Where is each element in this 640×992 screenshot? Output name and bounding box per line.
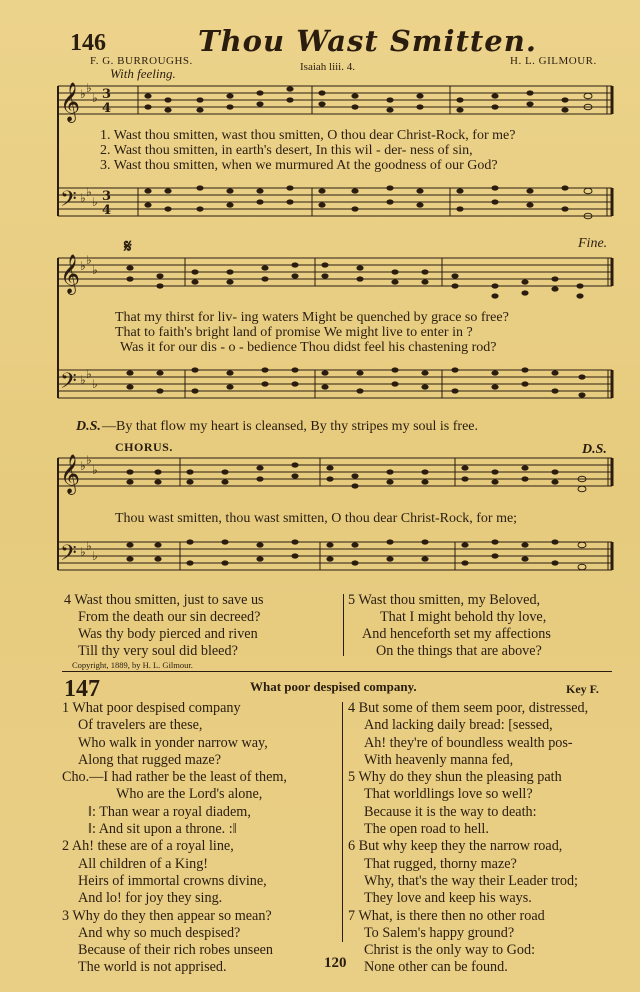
- h147-right-line-11: Why, that's the way their Leader trod;: [364, 872, 578, 889]
- svg-text:♭: ♭: [92, 195, 98, 209]
- h147-left-line-1: 1 What poor despised company: [62, 700, 241, 716]
- svg-text:♭: ♭: [86, 367, 92, 381]
- h147-left-line-2: Of travelers are these,: [78, 717, 203, 734]
- svg-text:3: 3: [102, 87, 112, 102]
- svg-text:4: 4: [102, 203, 112, 218]
- h147-right-line-9: 6 But why keep they the narrow road,: [348, 838, 563, 855]
- h147-right-line-6: That worldlings love so well?: [364, 786, 533, 803]
- stanza-4-line-3: Was thy body pierced and riven: [78, 626, 258, 642]
- svg-text:♭: ♭: [80, 191, 86, 205]
- tempo-marking: With feeling.: [110, 66, 176, 81]
- svg-text:♭: ♭: [92, 263, 98, 277]
- h147-right-line-10: That rugged, thorny maze?: [364, 855, 517, 872]
- h147-left-line-13: 3 Why do they then appear so mean?: [62, 907, 272, 924]
- h147-right-line-7: Because it is the way to death:: [364, 803, 537, 820]
- verse-line-1: 1. Wast thou smitten, wast thou smitten, O thou dear Christ-Rock, for me?: [100, 128, 516, 143]
- hymn-147-number: 147: [64, 676, 100, 702]
- section-divider: [62, 671, 612, 672]
- svg-text:♭: ♭: [92, 549, 98, 563]
- ds-refrain-line: —By that flow my heart is cleansed, By thy stripes my soul is free.: [102, 419, 478, 434]
- key-signature: Key F.: [566, 682, 599, 696]
- svg-text:♭: ♭: [86, 539, 92, 553]
- svg-text:♭: ♭: [80, 373, 86, 387]
- h147-left-line-3: Who walk in yonder narrow way,: [78, 734, 268, 751]
- stanza-4-line-1: 4 Wast thou smitten, just to save us: [64, 592, 264, 608]
- h147-left-line-4: Along that rugged maze?: [78, 751, 222, 768]
- stanza-5-line-2: That I might behold thy love,: [380, 609, 547, 625]
- h147-left-line-16: The world is not apprised.: [78, 959, 227, 976]
- h147-left-line-7: ‖: Than wear a royal diadem,: [88, 803, 251, 820]
- svg-text:𝄢: 𝄢: [60, 541, 77, 571]
- svg-text:♭: ♭: [86, 253, 92, 267]
- h147-right-line-8: The open road to hell.: [364, 821, 489, 838]
- h147-right-line-16: None other can be found.: [364, 959, 508, 976]
- verse-line-6: Was it for our dis - o - bedience Thou didst feel his chastening rod?: [120, 340, 497, 355]
- h147-left-line-12: And lo! for joy they sing.: [78, 890, 223, 907]
- verse-line-2: 2. Wast thou smitten, in earth's desert, In this wil - der- ness of sin,: [100, 143, 473, 158]
- svg-text:♭: ♭: [80, 459, 86, 473]
- h147-right-line-15: Christ is the only way to God:: [364, 942, 536, 959]
- words-by: F. G. BURROUGHS.: [90, 55, 193, 67]
- svg-text:𝄞: 𝄞: [60, 254, 81, 294]
- hymn-147-title: What poor despised company.: [250, 679, 417, 694]
- stanza-5: [348, 592, 551, 660]
- h147-left-line-8: ‖: And sit upon a throne. :‖: [88, 821, 237, 838]
- h147-left-line-15: Because of their rich robes unseen: [78, 942, 274, 959]
- stanza-4-line-2: From the death our sin decreed?: [78, 609, 261, 625]
- verse-line-5: That to faith's bright land of promise We might live to enter in ?: [115, 325, 473, 340]
- fine-marking: Fine.: [578, 236, 608, 251]
- h147-left-line-11: Heirs of immortal crowns divine,: [78, 872, 267, 889]
- h147-right-line-12: They love and keep his ways.: [364, 890, 532, 907]
- svg-text:𝄢: 𝄢: [60, 187, 77, 217]
- svg-text:♭: ♭: [92, 377, 98, 391]
- stanza-4: [64, 592, 264, 660]
- svg-text:♭: ♭: [86, 453, 92, 467]
- chorus-lyric-line: Thou wast smitten, thou wast smitten, O thou dear Christ-Rock, for me;: [115, 511, 518, 526]
- h147-right-line-13: 7 What, is there then no other road: [348, 907, 545, 924]
- chorus-label: CHORUS.: [115, 440, 173, 454]
- hymn-147-right-column: [348, 700, 588, 977]
- svg-text:♭: ♭: [80, 545, 86, 559]
- column-divider: [342, 702, 343, 942]
- hymn-146-number: 146: [70, 30, 106, 56]
- svg-text:3: 3: [102, 189, 112, 204]
- h147-right-line-3: Ah! they're of boundless wealth pos-: [364, 734, 573, 751]
- h147-left-line-10: All children of a King!: [78, 855, 209, 872]
- svg-text:4: 4: [102, 101, 112, 116]
- h147-right-line-14: To Salem's happy ground?: [364, 924, 515, 941]
- stanza-4-line-4: Till thy very soul did bleed?: [78, 643, 238, 659]
- svg-text:♭: ♭: [92, 463, 98, 477]
- ds-label: D.S.: [76, 419, 101, 434]
- ds-label-2: D.S.: [582, 442, 607, 457]
- svg-text:♭: ♭: [86, 81, 92, 95]
- h147-left-line-9: 2 Ah! these are of a royal line,: [62, 838, 234, 855]
- h147-left-line-6: Who are the Lord's alone,: [116, 786, 263, 803]
- svg-text:𝄢: 𝄢: [60, 369, 77, 399]
- verse-line-4: That my thirst for liv- ing waters Might be quenched by grace so free?: [115, 310, 509, 325]
- segno-sign: 𝄋: [124, 236, 132, 256]
- h147-left-line-5: Cho.—I had rather be the least of them,: [62, 769, 287, 786]
- svg-text:𝄞: 𝄞: [60, 82, 81, 122]
- copyright-notice: Copyright, 1889, by H. L. Gilmour.: [72, 660, 193, 670]
- stanza-5-line-4: On the things that are above?: [376, 643, 542, 659]
- svg-text:♭: ♭: [92, 91, 98, 105]
- svg-text:♭: ♭: [80, 259, 86, 273]
- h147-right-line-5: 5 Why do they shun the pleasing path: [348, 769, 562, 786]
- stanza-5-line-1: 5 Wast thou smitten, my Beloved,: [348, 592, 541, 608]
- h147-right-line-1: 4 But some of them seem poor, distressed,: [348, 700, 589, 716]
- hymn-147-left-column: [62, 700, 287, 977]
- h147-left-line-14: And why so much despised?: [78, 924, 241, 941]
- svg-text:♭: ♭: [80, 87, 86, 101]
- stanza-5-line-3: And henceforth set my affections: [362, 626, 551, 642]
- music-by: H. L. GILMOUR.: [510, 55, 597, 67]
- svg-text:𝄞: 𝄞: [60, 454, 81, 494]
- hymn-146-title: Thou Wast Smitten.: [198, 24, 537, 58]
- h147-right-line-4: With heavenly manna fed,: [364, 751, 514, 768]
- scripture-reference: Isaiah liii. 4.: [300, 61, 355, 73]
- verse-line-3: 3. Wast thou smitten, when we murmured At the goodness of our God?: [100, 158, 498, 173]
- stanza-divider: [343, 594, 344, 656]
- h147-right-line-2: And lacking daily bread: [sessed,: [364, 717, 553, 734]
- svg-text:♭: ♭: [86, 185, 92, 199]
- page-number: 120: [324, 955, 347, 971]
